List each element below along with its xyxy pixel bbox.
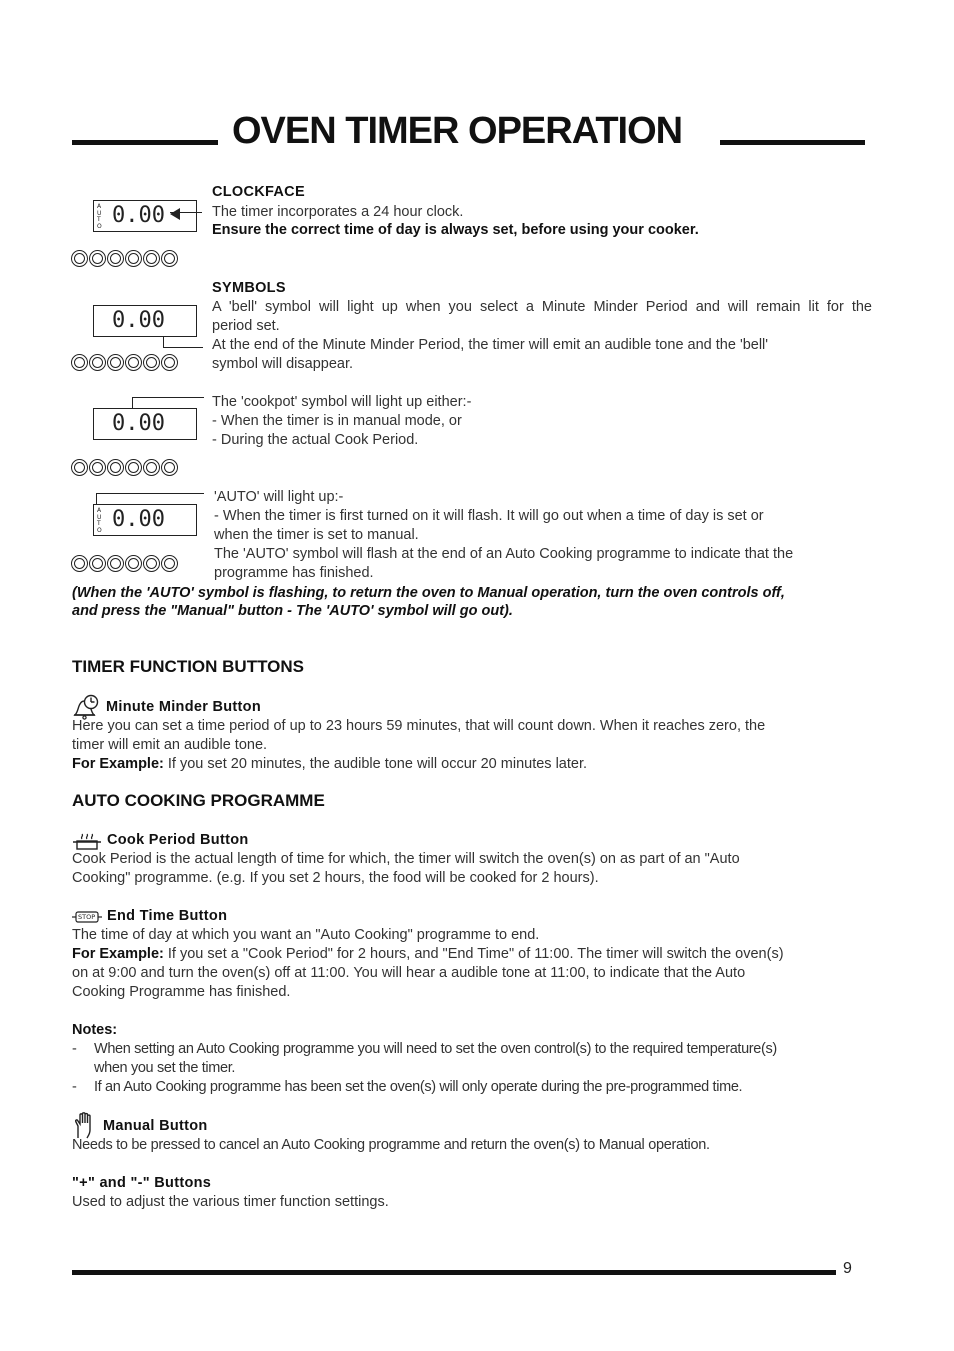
timer-button-row — [71, 555, 178, 572]
symbols-bell-line4: symbol will disappear. — [212, 356, 354, 372]
manual-title: Manual Button — [103, 1118, 208, 1134]
cookpot-pointer-line — [132, 397, 204, 398]
bell-pointer-line — [163, 337, 165, 347]
symbols-bell-line3: At the end of the Minute Minder Period, the timer will emit an audible tone and the 'bell' — [212, 337, 769, 353]
cookpot-intro: The 'cookpot' symbol will light up either:- — [212, 394, 472, 410]
auto-pointer-line — [96, 493, 98, 504]
timer-button — [161, 354, 178, 371]
timer-button — [71, 354, 88, 371]
list-item — [72, 1078, 872, 1097]
timer-button — [107, 250, 124, 267]
plus-minus-line1: Used to adjust the various timer function settings. — [72, 1194, 389, 1210]
end-time-example — [72, 945, 784, 964]
timer-button — [107, 354, 124, 371]
end-time-line3: on at 9:00 and turn the oven(s) off at 11:00. You will hear a audible tone at 11:00, to indicate that the Auto — [72, 965, 746, 981]
timer-button — [71, 250, 88, 267]
cook-period-line1: Cook Period is the actual length of time for which, the timer will switch the oven(s) on as part of an "Auto — [72, 851, 740, 867]
timer-button — [161, 250, 178, 267]
clockface-line1: The timer incorporates a 24 hour clock. — [212, 204, 464, 220]
display-digits: 0.00 — [112, 411, 165, 436]
auto-note-line2: and press the "Manual" button - The 'AUTO' symbol will go out). — [72, 603, 513, 619]
timer-display-bell — [93, 305, 197, 337]
timer-button — [143, 250, 160, 267]
end-time-line4: Cooking Programme has finished. — [72, 984, 291, 1000]
timer-button-row — [71, 250, 178, 267]
auto-cooking-heading: AUTO COOKING PROGRAMME — [72, 791, 325, 810]
list-dash: - — [72, 1041, 77, 1057]
timer-button — [89, 250, 106, 267]
auto-pointer-line — [96, 493, 204, 494]
auto-symbol: A U T O — [97, 203, 102, 230]
timer-button — [125, 250, 142, 267]
auto-line3: The 'AUTO' symbol will flash at the end of an Auto Cooking programme to indicate that the — [214, 546, 794, 562]
timer-button — [107, 555, 124, 572]
timer-display-clockface — [93, 200, 197, 232]
auto-symbol: A U T O — [97, 507, 102, 534]
note-line: when you set the timer. — [94, 1060, 236, 1076]
example-text: If you set a "Cook Period" for 2 hours, and "End Time" of 11:00. The timer will switch the oven(s) — [163, 946, 784, 962]
timer-button-row — [71, 459, 178, 476]
plus-minus-title: "+" and "-" Buttons — [72, 1175, 212, 1191]
timer-function-heading: TIMER FUNCTION BUTTONS — [72, 657, 305, 676]
timer-button — [71, 555, 88, 572]
symbols-bell-line1: A 'bell' symbol will light up when you select a Minute Minder Period and will remain lit for the — [212, 299, 872, 315]
end-time-title: End Time Button — [107, 908, 228, 924]
title-rule-right — [720, 140, 865, 145]
minute-minder-line2: timer will emit an audible tone. — [72, 737, 268, 753]
symbols-bell-line2: period set. — [212, 318, 280, 334]
example-text: If you set 20 minutes, the audible tone will occur 20 minutes later. — [163, 756, 588, 772]
timer-button — [161, 555, 178, 572]
notes-label: Notes: — [72, 1022, 118, 1038]
cook-period-line2: Cooking" programme. (e.g. If you set 2 hours, the food will be cooked for 2 hours). — [72, 870, 599, 886]
timer-button — [161, 459, 178, 476]
timer-display-cookpot — [93, 408, 197, 440]
end-time-line1: The time of day at which you want an "Auto Cooking" programme to end. — [72, 927, 540, 943]
display-digits: 0.00 — [112, 308, 165, 333]
cookpot-line2: - During the actual Cook Period. — [212, 432, 419, 448]
timer-button — [89, 555, 106, 572]
auto-note-line1: (When the 'AUTO' symbol is flashing, to return the oven to Manual operation, turn the oven controls off, — [72, 585, 785, 601]
stop-icon-label: STOP — [78, 913, 96, 921]
list-item — [72, 1040, 872, 1078]
bell-pointer-line — [163, 347, 203, 348]
cookpot-pointer-line — [132, 397, 134, 408]
auto-line2: when the timer is set to manual. — [214, 527, 419, 543]
minute-minder-line1: Here you can set a time period of up to 23 hours 59 minutes, that will count down. When it reaches zero, the — [72, 718, 766, 734]
manual-line1: Needs to be pressed to cancel an Auto Cooking programme and return the oven(s) to Manual operation. — [72, 1137, 710, 1153]
cookpot-line1: - When the timer is in manual mode, or — [212, 413, 462, 429]
auto-line1: - When the timer is first turned on it will flash. It will go out when a time of day is set or — [214, 508, 764, 524]
timer-button-row — [71, 354, 178, 371]
notes-list — [72, 1040, 872, 1097]
list-dash: - — [72, 1079, 77, 1095]
list-text — [94, 1040, 777, 1078]
symbols-heading: SYMBOLS — [212, 280, 286, 296]
note-line: When setting an Auto Cooking programme you will need to set the oven control(s) to the required temperature(s) — [94, 1041, 777, 1057]
example-label: For Example: — [72, 756, 164, 772]
timer-button — [143, 459, 160, 476]
timer-button — [89, 354, 106, 371]
timer-button — [143, 354, 160, 371]
timer-button — [125, 354, 142, 371]
clockface-line2: Ensure the correct time of day is always set, before using your cooker. — [212, 222, 699, 238]
timer-button — [143, 555, 160, 572]
timer-button — [89, 459, 106, 476]
timer-button — [107, 459, 124, 476]
title-rule-left — [72, 140, 218, 145]
auto-intro: 'AUTO' will light up:- — [214, 489, 344, 505]
example-label: For Example: — [72, 946, 164, 962]
timer-button — [71, 459, 88, 476]
auto-line4: programme has finished. — [214, 565, 374, 581]
footer-rule — [72, 1270, 836, 1275]
arrow-left-icon — [170, 207, 180, 225]
timer-button — [125, 555, 142, 572]
note-line: If an Auto Cooking programme has been set the oven(s) will only operate during the pre-programmed time. — [94, 1079, 743, 1095]
display-digits: 0.00 — [112, 507, 165, 532]
minute-minder-title: Minute Minder Button — [106, 699, 261, 715]
timer-button — [125, 459, 142, 476]
page-number: 9 — [843, 1260, 852, 1277]
minute-minder-example — [72, 755, 587, 774]
timer-display-auto — [93, 504, 197, 536]
clockface-heading: CLOCKFACE — [212, 184, 305, 200]
cook-period-title: Cook Period Button — [107, 832, 249, 848]
page-title: OVEN TIMER OPERATION — [232, 110, 683, 152]
display-digits: 0.00 — [112, 203, 165, 228]
